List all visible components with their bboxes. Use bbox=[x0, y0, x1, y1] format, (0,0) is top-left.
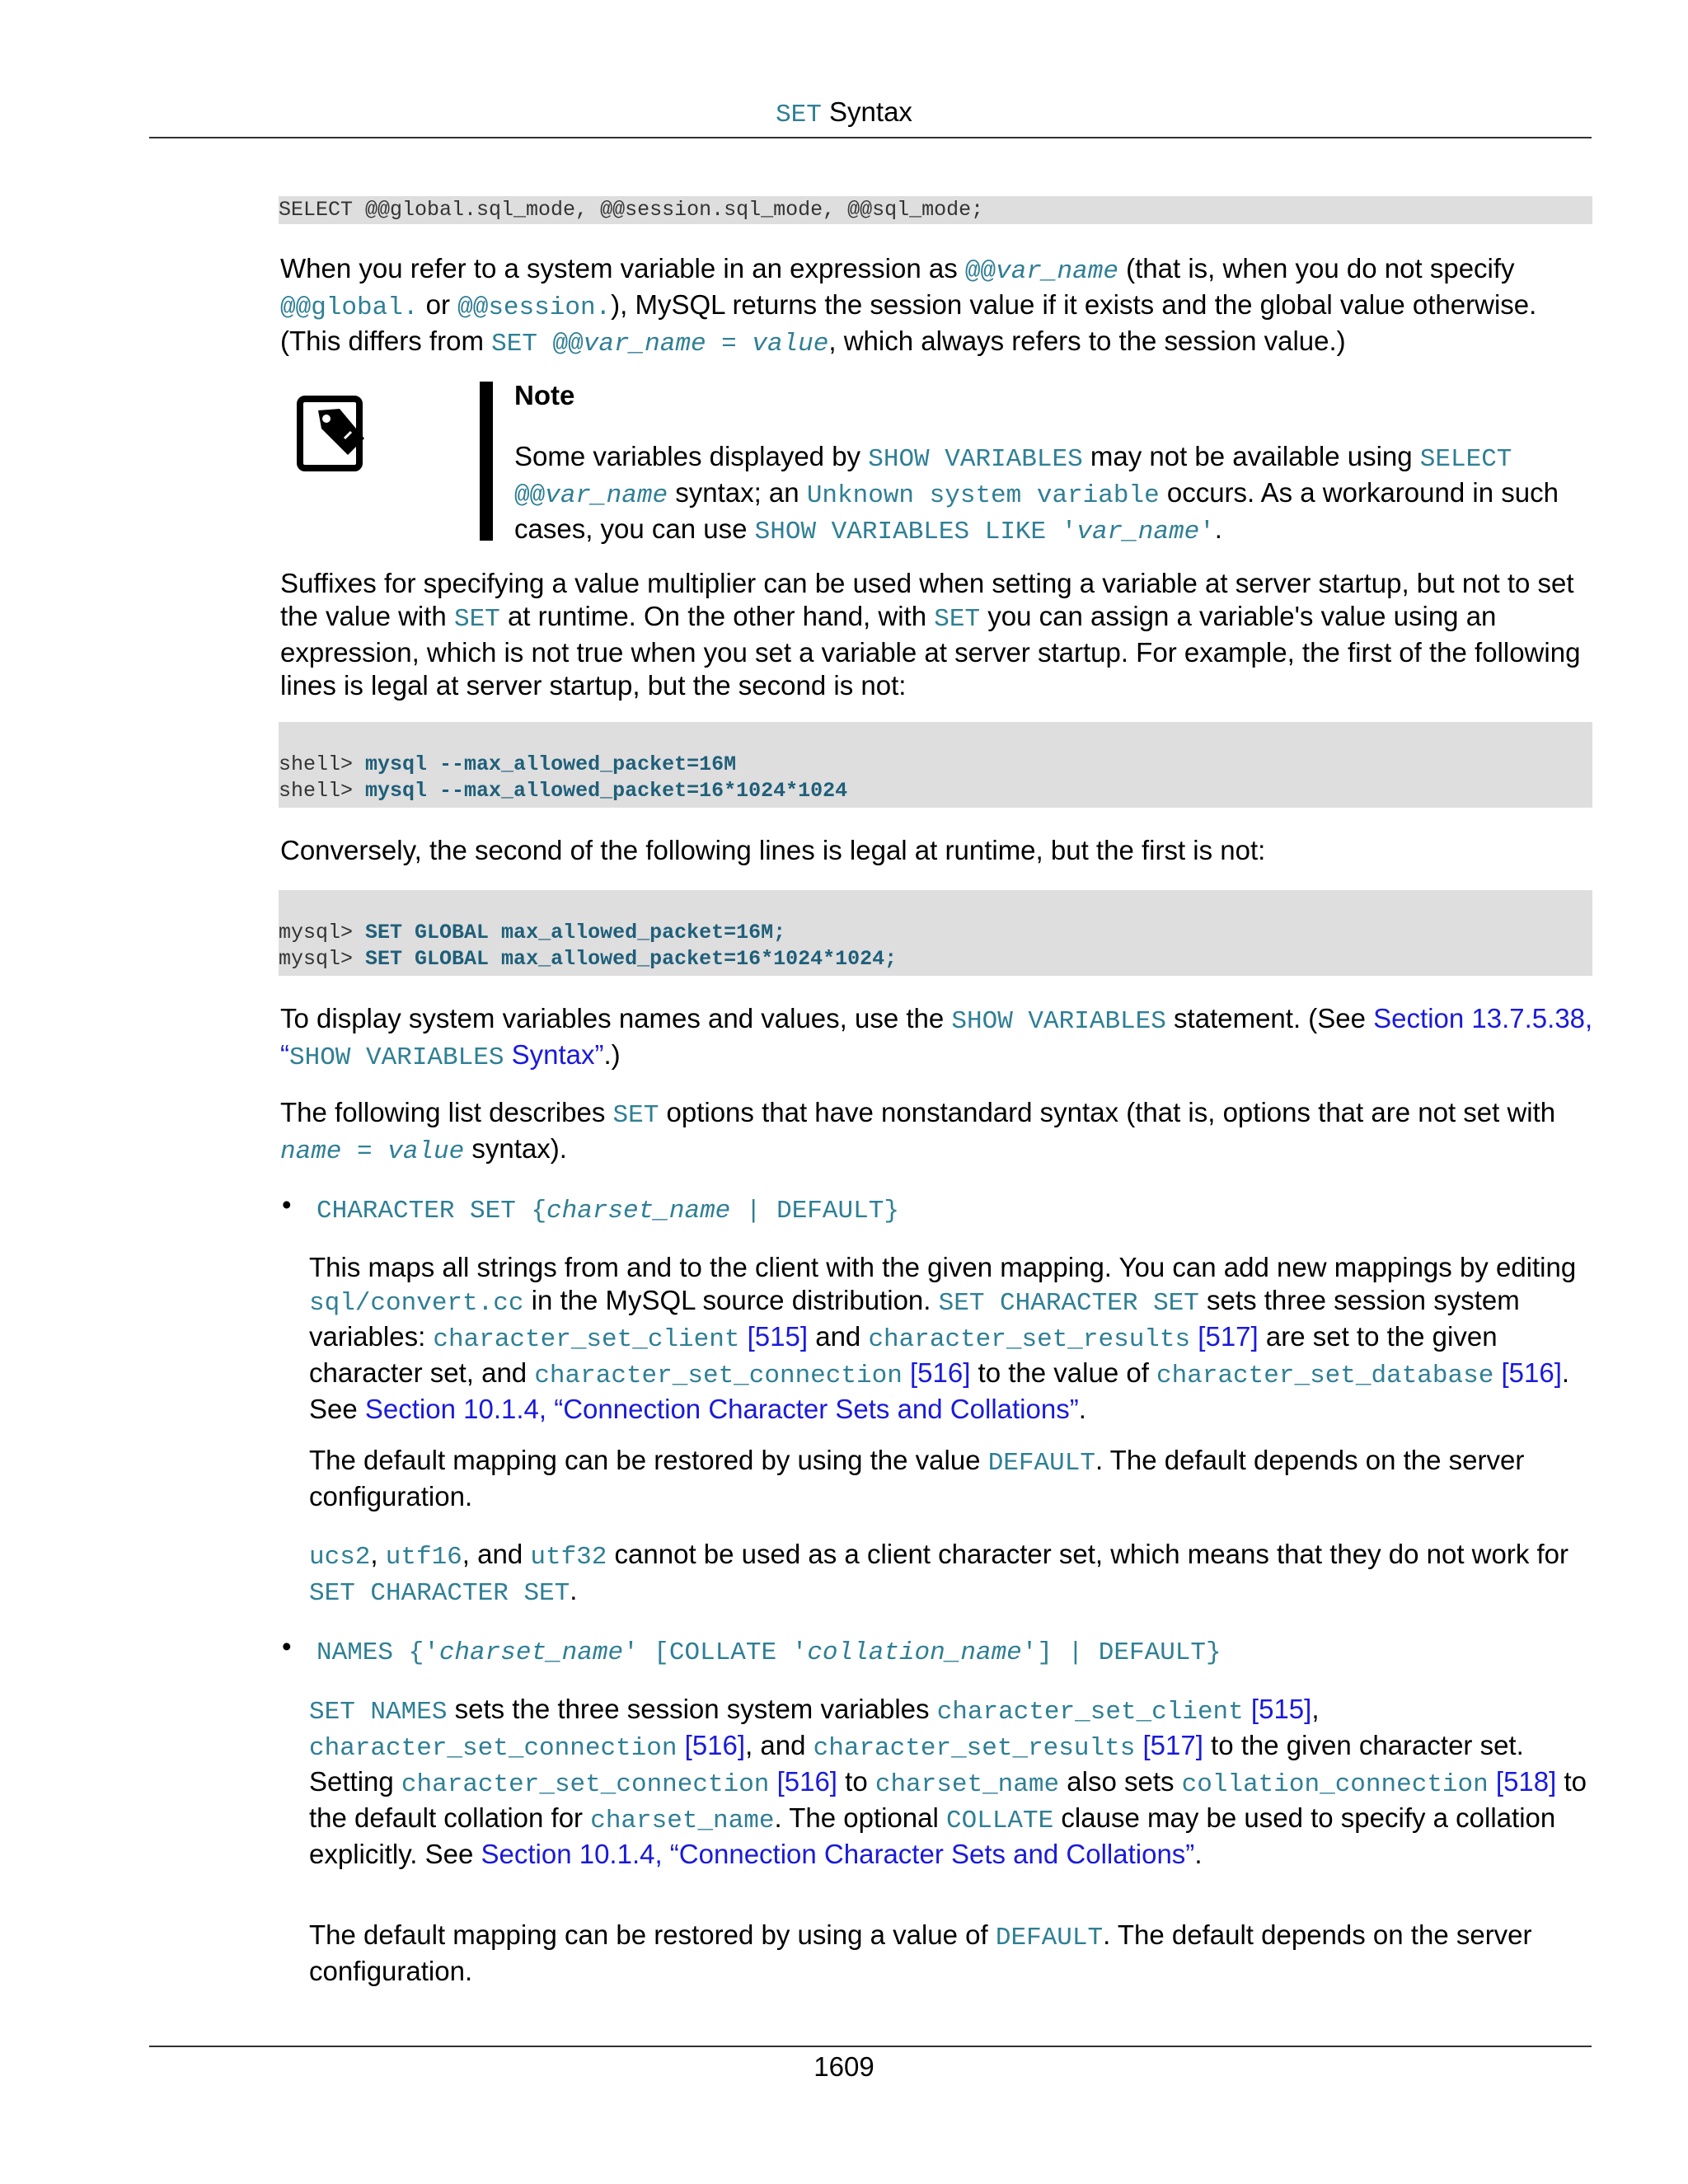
list-item-heading-character-set: CHARACTER SET {charset_name | DEFAULT} bbox=[316, 1197, 899, 1226]
list-bullet: • bbox=[282, 1189, 292, 1220]
ref-link[interactable]: [515] bbox=[739, 1321, 809, 1352]
ref-link[interactable]: [516] bbox=[1493, 1357, 1562, 1388]
note-sidebar-bar bbox=[480, 382, 493, 541]
note-body: Some variables displayed by SHOW VARIABLES may not be available using SELECT @@var_name syntax; an Unknown system variable occurs. As a workaround in such cases, you can use SHOW VARIABLES LIKE 'var_name'. bbox=[514, 441, 1559, 546]
mysql-code-block: mysql> SET GLOBAL max_allowed_packet=16M; mysql> SET GLOBAL max_allowed_packet=16*1024*1024; bbox=[279, 890, 1592, 976]
list-item-paragraph: The default mapping can be restored by using the value DEFAULT. The default depends on the server configuration. bbox=[309, 1445, 1525, 1511]
list-item-paragraph: This maps all strings from and to the client with the given mapping. You can add new mappings by editing sql/convert.cc in the MySQL source distribution. SET CHARACTER SET sets three session system variables: character_set_client [515] and character_set_results [517] are set to the given character set, and character_set_connection [516] to the value of character_set_database [516]. See Section 10.1.4, “Connection Character Sets and Collations”. bbox=[309, 1252, 1577, 1424]
ref-link[interactable]: [518] bbox=[1488, 1766, 1557, 1797]
paragraph-suffixes: Suffixes for specifying a value multiplier can be used when setting a variable at server startup, but not to set the value with SET at runtime. On the other hand, with SET you can assign a variable's value using an expression, which is not true when you set a variable at server startup. For example, the first of the following lines is legal at server startup, but the second is not: bbox=[280, 568, 1581, 701]
paragraph-conversely: Conversely, the second of the following lines is legal at runtime, but the first is not: bbox=[280, 835, 1266, 865]
header-code: SET bbox=[776, 101, 822, 129]
intro-code-block bbox=[279, 196, 1592, 224]
code-select-var: SELECT @@var_name bbox=[514, 445, 1512, 510]
code-set: SET bbox=[934, 605, 981, 634]
code-session: @@session. bbox=[457, 293, 612, 322]
mysql-command: SET GLOBAL max_allowed_packet=16*1024*1024; bbox=[365, 947, 898, 971]
header-text: Syntax bbox=[821, 96, 912, 127]
ref-link[interactable]: [516] bbox=[677, 1730, 746, 1760]
paragraph-system-variable-reference: When you refer to a system variable in an expression as @@var_name (that is, when you do not specify @@global. or @@session.), MySQL returns the session value if it exists and the global value otherwise. (This differs from SET @@var_name = value, which always refers to the session value.) bbox=[280, 253, 1537, 359]
list-item-paragraph: SET NAMES sets the three session system variables character_set_client [515], character_set_connection [516], and character_set_results [517] to the given character set. Setting character_set_connection [516] to charset_name also sets collation_connection [518] to the default collation for charset_name. The optional COLLATE clause may be used to specify a collation explicitly. See Section 10.1.4, “Connection Character Sets and Collations”. bbox=[309, 1694, 1587, 1869]
code-show-variables-like: SHOW VARIABLES LIKE 'var_name' bbox=[754, 518, 1215, 546]
page-number: 1609 bbox=[814, 2051, 874, 2082]
list-bullet: • bbox=[282, 1631, 292, 1661]
link-show-variables-syntax[interactable]: Section 13.7.5.38, “SHOW VARIABLES Syntax” bbox=[280, 1003, 1593, 1072]
code-unknown-variable: Unknown system variable bbox=[806, 481, 1160, 510]
mysql-command: SET GLOBAL max_allowed_packet=16M; bbox=[365, 921, 786, 944]
page-header bbox=[0, 96, 1688, 132]
shell-code-block: shell> mysql --max_allowed_packet=16M shell> mysql --max_allowed_packet=16*1024*1024 bbox=[279, 722, 1592, 808]
ref-link[interactable]: [517] bbox=[1190, 1321, 1259, 1352]
shell-command: mysql --max_allowed_packet=16*1024*1024 bbox=[365, 779, 848, 803]
link-connection-character-sets[interactable]: Section 10.1.4, “Connection Character Sets and Collations” bbox=[481, 1839, 1195, 1869]
code-set: SET bbox=[612, 1101, 659, 1130]
list-item-paragraph: ucs2, utf16, and utf32 cannot be used as a client character set, which means that they do not work for SET CHARACTER SET. bbox=[309, 1539, 1569, 1608]
shell-command: mysql --max_allowed_packet=16M bbox=[365, 752, 737, 776]
ref-link[interactable]: [516] bbox=[902, 1357, 971, 1388]
ref-link[interactable]: [517] bbox=[1135, 1730, 1203, 1760]
code-name-value: name = value bbox=[280, 1137, 465, 1166]
link-connection-character-sets[interactable]: Section 10.1.4, “Connection Character Sets and Collations” bbox=[364, 1394, 1079, 1424]
ref-link[interactable]: [515] bbox=[1243, 1694, 1312, 1724]
code-var-name: @@var_name bbox=[964, 257, 1118, 286]
ref-link[interactable]: [516] bbox=[769, 1766, 837, 1797]
note-title: Note bbox=[514, 380, 575, 410]
code-set: SET bbox=[453, 605, 500, 634]
header-divider bbox=[149, 137, 1592, 138]
list-item-heading-names: NAMES {'charset_name' [COLLATE 'collation_name'] | DEFAULT} bbox=[316, 1638, 1221, 1667]
code-show-variables: SHOW VARIABLES bbox=[868, 445, 1083, 474]
note-pencil-icon bbox=[297, 396, 368, 475]
intro-code: SELECT @@global.sql_mode, @@session.sql_mode, @@sql_mode; bbox=[279, 198, 984, 222]
list-item-paragraph: The default mapping can be restored by using a value of DEFAULT. The default depends on the server configuration. bbox=[309, 1919, 1532, 1986]
code-set-var: SET @@var_name = value bbox=[491, 330, 829, 359]
footer-divider bbox=[149, 2046, 1592, 2047]
paragraph-nonstandard-options: The following list describes SET options that have nonstandard syntax (that is, options that are not set with name = value syntax). bbox=[280, 1097, 1556, 1166]
code-show-variables: SHOW VARIABLES bbox=[951, 1007, 1166, 1036]
code-global: @@global. bbox=[280, 293, 419, 322]
paragraph-display-variables: To display system variables names and values, use the SHOW VARIABLES statement. (See Section 13.7.5.38, “SHOW VARIABLES Syntax”.) bbox=[280, 1003, 1593, 1072]
